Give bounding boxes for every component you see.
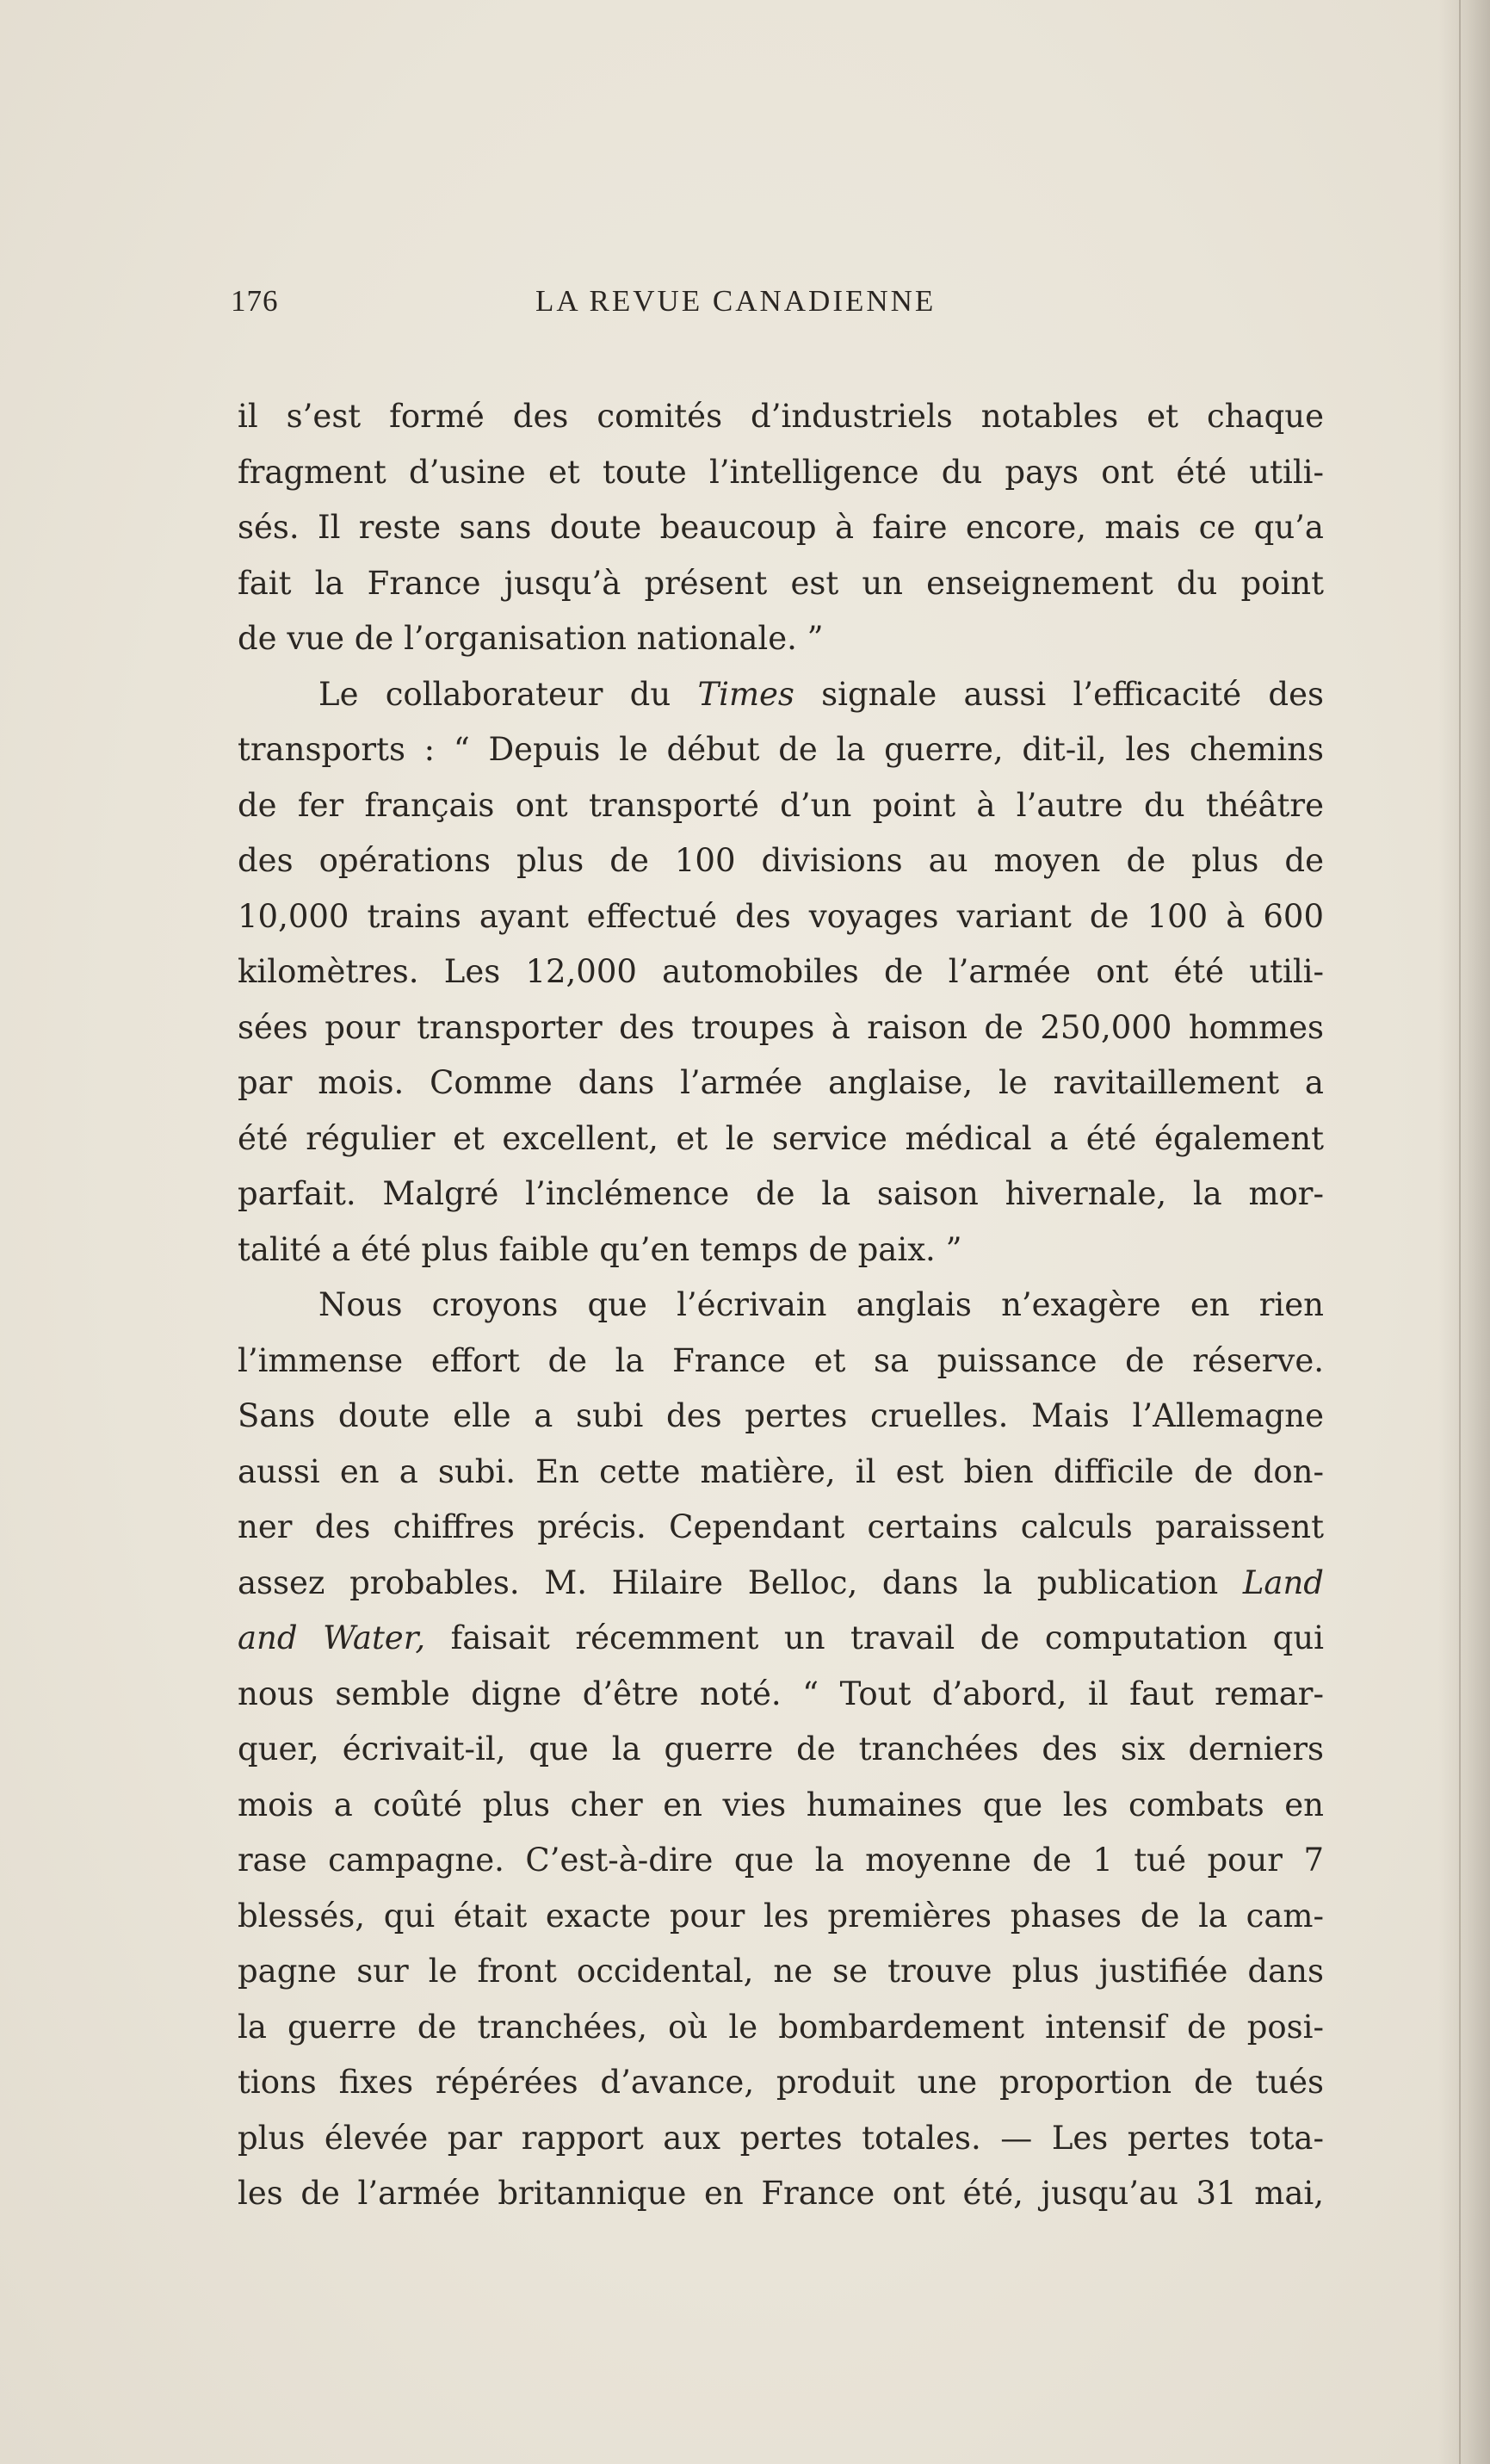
text-line: pagne sur le front occidental, ne se trouve plus justifiée dans <box>238 1953 1324 1990</box>
text-line: nous semble digne d’être noté. “ Tout d’abord, il faut remar- <box>238 1675 1324 1712</box>
text-line <box>238 667 1324 723</box>
running-head <box>231 284 1024 327</box>
italic-title-land: Land <box>1242 1563 1324 1601</box>
text-line: mois a coûté plus cher en vies humaines que les combats en <box>238 1786 1324 1823</box>
text-line: la guerre de tranchées, où le bombardement intensif de posi- <box>238 2008 1324 2046</box>
text-line <box>238 1611 1324 1667</box>
text-line: aussi en a subi. En cette matière, il est bien difficile de don- <box>238 1452 1324 1490</box>
text-line: de vue de l’organisation nationale. ” <box>238 620 824 657</box>
text-line: des opérations plus de 100 divisions au moyen de plus de <box>238 842 1324 879</box>
text-line: par mois. Comme dans l’armée anglaise, le ravitaillement a <box>238 1064 1324 1101</box>
text-line: 10,000 trains ayant effectué des voyages variant de 100 à 600 <box>238 897 1324 935</box>
text-line: de fer français ont transporté d’un point à l’autre du théâtre <box>238 786 1324 824</box>
page-number: 176 <box>231 284 279 318</box>
journal-title: LA REVUE CANADIENNE <box>535 284 937 318</box>
text-line: talité a été plus faible qu’en temps de paix. ” <box>238 1230 962 1268</box>
text-segment: signale aussi l’efficacité des <box>794 675 1325 713</box>
text-line: sées pour transporter des troupes à raison de 250,000 hommes <box>238 1008 1324 1046</box>
text-line: kilomètres. Les 12,000 automobiles de l’armée ont été utili- <box>238 953 1324 990</box>
italic-title-times: Times <box>697 675 794 713</box>
text-segment: assez probables. M. Hilaire Belloc, dans la publication <box>238 1563 1243 1601</box>
text-line: il s’est formé des comités d’industriels notables et chaque <box>238 398 1324 435</box>
text-line: l’immense effort de la France et sa puissance de réserve. <box>238 1341 1324 1379</box>
text-line: les de l’armée britannique en France ont été, jusqu’au 31 mai, <box>238 2175 1324 2212</box>
text-line <box>238 1556 1324 1612</box>
text-line: fait la France jusqu’à présent est un enseignement du point <box>238 564 1324 602</box>
text-line: ner des chiffres précis. Cependant certains calculs paraissent <box>238 1508 1324 1545</box>
page-edge-shadow <box>1438 0 1490 2464</box>
text-line: sés. Il reste sans doute beaucoup à faire encore, mais ce qu’a <box>238 509 1324 546</box>
text-line: quer, écrivait-il, que la guerre de tranchées des six derniers <box>238 1730 1324 1768</box>
text-line: transports : “ Depuis le début de la guerre, dit-il, les chemins <box>238 731 1324 768</box>
text-line: blessés, qui était exacte pour les premières phases de la cam- <box>238 1897 1324 1935</box>
text-line: rase campagne. C’est-à-dire que la moyenne de 1 tué pour 7 <box>238 1842 1324 1879</box>
text-line: été régulier et excellent, et le service médical a été également <box>238 1119 1324 1157</box>
text-line: fragment d’usine et toute l’intelligence du pays ont été utili- <box>238 453 1324 491</box>
text-line: plus élevée par rapport aux pertes totales. — Les pertes tota- <box>238 2119 1324 2157</box>
italic-title-and-water: and Water, <box>238 1619 426 1656</box>
text-line: Sans doute elle a subi des pertes cruelles. Mais l’Allemagne <box>238 1397 1324 1434</box>
text-segment: faisait récemment un travail de computation qui <box>425 1619 1325 1656</box>
body-text <box>238 389 1324 2222</box>
text-line: parfait. Malgré l’inclémence de la saison hivernale, la mor- <box>238 1175 1324 1212</box>
text-line: Nous croyons que l’écrivain anglais n’exagère en rien <box>318 1286 1324 1323</box>
page-edge-line <box>1459 0 1461 2464</box>
text-segment: Le collaborateur du <box>318 675 698 713</box>
text-line: tions fixes répérées d’avance, produit une proportion de tués <box>238 2064 1324 2101</box>
